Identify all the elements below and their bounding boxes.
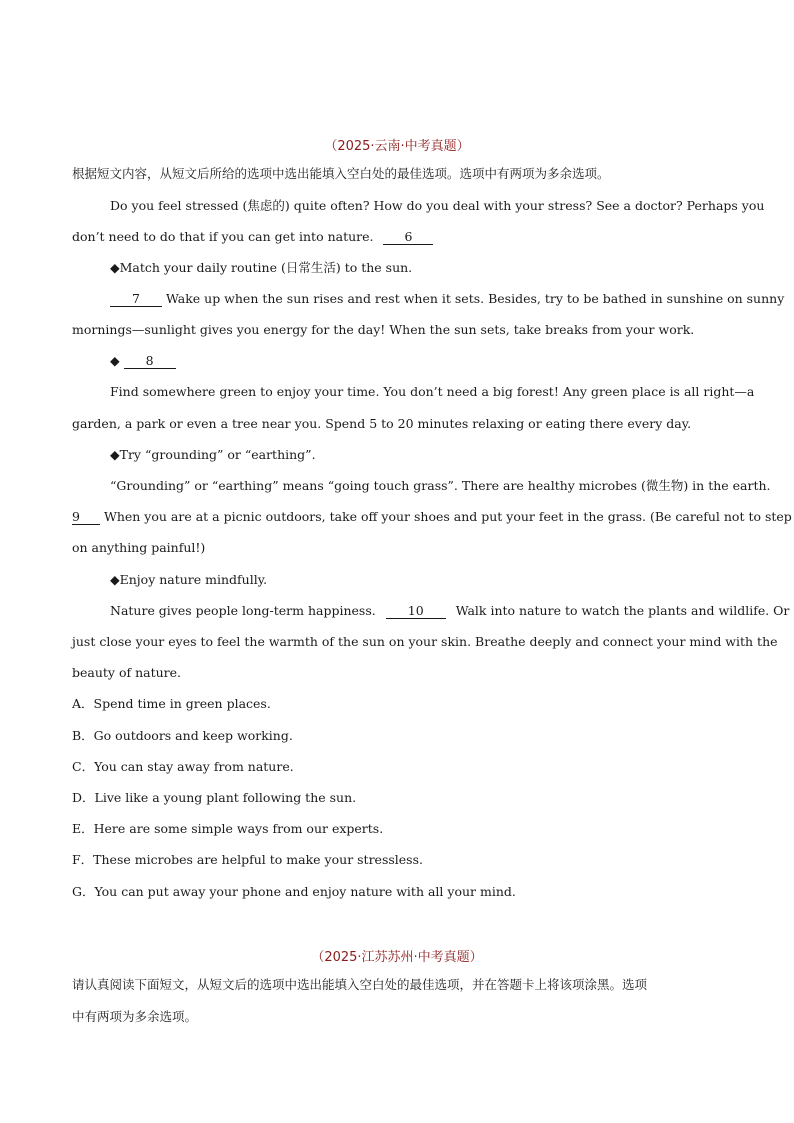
- instructions-1: 根据短文内容，从短文后所给的选项中选出能填入空白处的最佳选项。选项中有两项为多余选项。: [72, 166, 610, 181]
- paragraph-2-line-1: [110, 291, 785, 307]
- paragraph-2-line-2: mornings—sunlight gives you energy for the day! When the sun sets, take breaks from your work.: [72, 322, 695, 337]
- source-label-2: （2025·江苏苏州·中考真题）: [311, 950, 483, 965]
- heading-2: [110, 353, 722, 369]
- paragraph-5-line-1: [110, 603, 790, 619]
- blank-9[interactable]: 9: [72, 510, 100, 525]
- blank-6[interactable]: 6: [383, 230, 433, 245]
- option-b: B．Go outdoors and keep working.: [72, 728, 293, 743]
- paragraph-1-line-1: Do you feel stressed (焦虑的) quite often? How do you deal with your stress? See a doctor? Perhaps you: [110, 198, 765, 213]
- heading-1: ◆Match your daily routine (日常生活) to the sun.: [110, 260, 413, 275]
- paragraph-3-line-2: garden, a park or even a tree near you. Spend 5 to 20 minutes relaxing or eating there every day.: [72, 416, 692, 431]
- option-g: G．You can put away your phone and enjoy nature with all your mind.: [72, 884, 516, 899]
- option-a: A．Spend time in green places.: [72, 696, 271, 711]
- source-label-1: （2025·云南·中考真题）: [324, 139, 470, 154]
- option-c: C．You can stay away from nature.: [72, 759, 294, 774]
- paragraph-4-line-2: [72, 509, 792, 525]
- paragraph-4-line-1: “Grounding” or “earthing” means “going touch grass”. There are healthy microbes (微生物) in the earth.: [110, 478, 771, 493]
- option-f: F．These microbes are helpful to make your stressless.: [72, 852, 423, 867]
- paragraph-2-text: Wake up when the sun rises and rest when it sets. Besides, try to be bathed in sunshine on sunny: [165, 291, 785, 306]
- paragraph-1-line-2: [72, 229, 722, 245]
- option-d: D．Live like a young plant following the sun.: [72, 790, 357, 805]
- paragraph-4-text: When you are at a picnic outdoors, take off your shoes and put your feet in the grass. (Be careful not to step: [103, 509, 792, 524]
- paragraph-5-text-b: Walk into nature to watch the plants and wildlife. Or: [455, 603, 790, 618]
- blank-8[interactable]: 8: [124, 354, 176, 369]
- instructions-2-line-2: 中有两项为多余选项。: [72, 1009, 198, 1024]
- blank-10[interactable]: 10: [386, 604, 446, 619]
- heading-4: ◆Enjoy nature mindfully.: [110, 572, 268, 587]
- paragraph-1-text: don’t need to do that if you can get into nature.: [72, 229, 374, 244]
- paragraph-4-line-3: on anything painful!): [72, 540, 206, 555]
- paragraph-5-line-3: beauty of nature.: [72, 665, 182, 680]
- diamond-bullet-icon: ◆: [110, 353, 120, 368]
- paragraph-3-line-1: Find somewhere green to enjoy your time. You don’t need a big forest! Any green place is all right—a: [110, 384, 755, 399]
- blank-7[interactable]: 7: [110, 292, 162, 307]
- heading-3: ◆Try “grounding” or “earthing”.: [110, 447, 316, 462]
- instructions-2-line-1: 请认真阅读下面短文，从短文后的选项中选出能填入空白处的最佳选项，并在答题卡上将该项涂黑。选项: [72, 977, 648, 992]
- option-e: E．Here are some simple ways from our experts.: [72, 821, 384, 836]
- paragraph-5-line-2: just close your eyes to feel the warmth of the sun on your skin. Breathe deeply and connect your mind with the: [72, 634, 778, 649]
- paragraph-5-text-a: Nature gives people long-term happiness.: [110, 603, 376, 618]
